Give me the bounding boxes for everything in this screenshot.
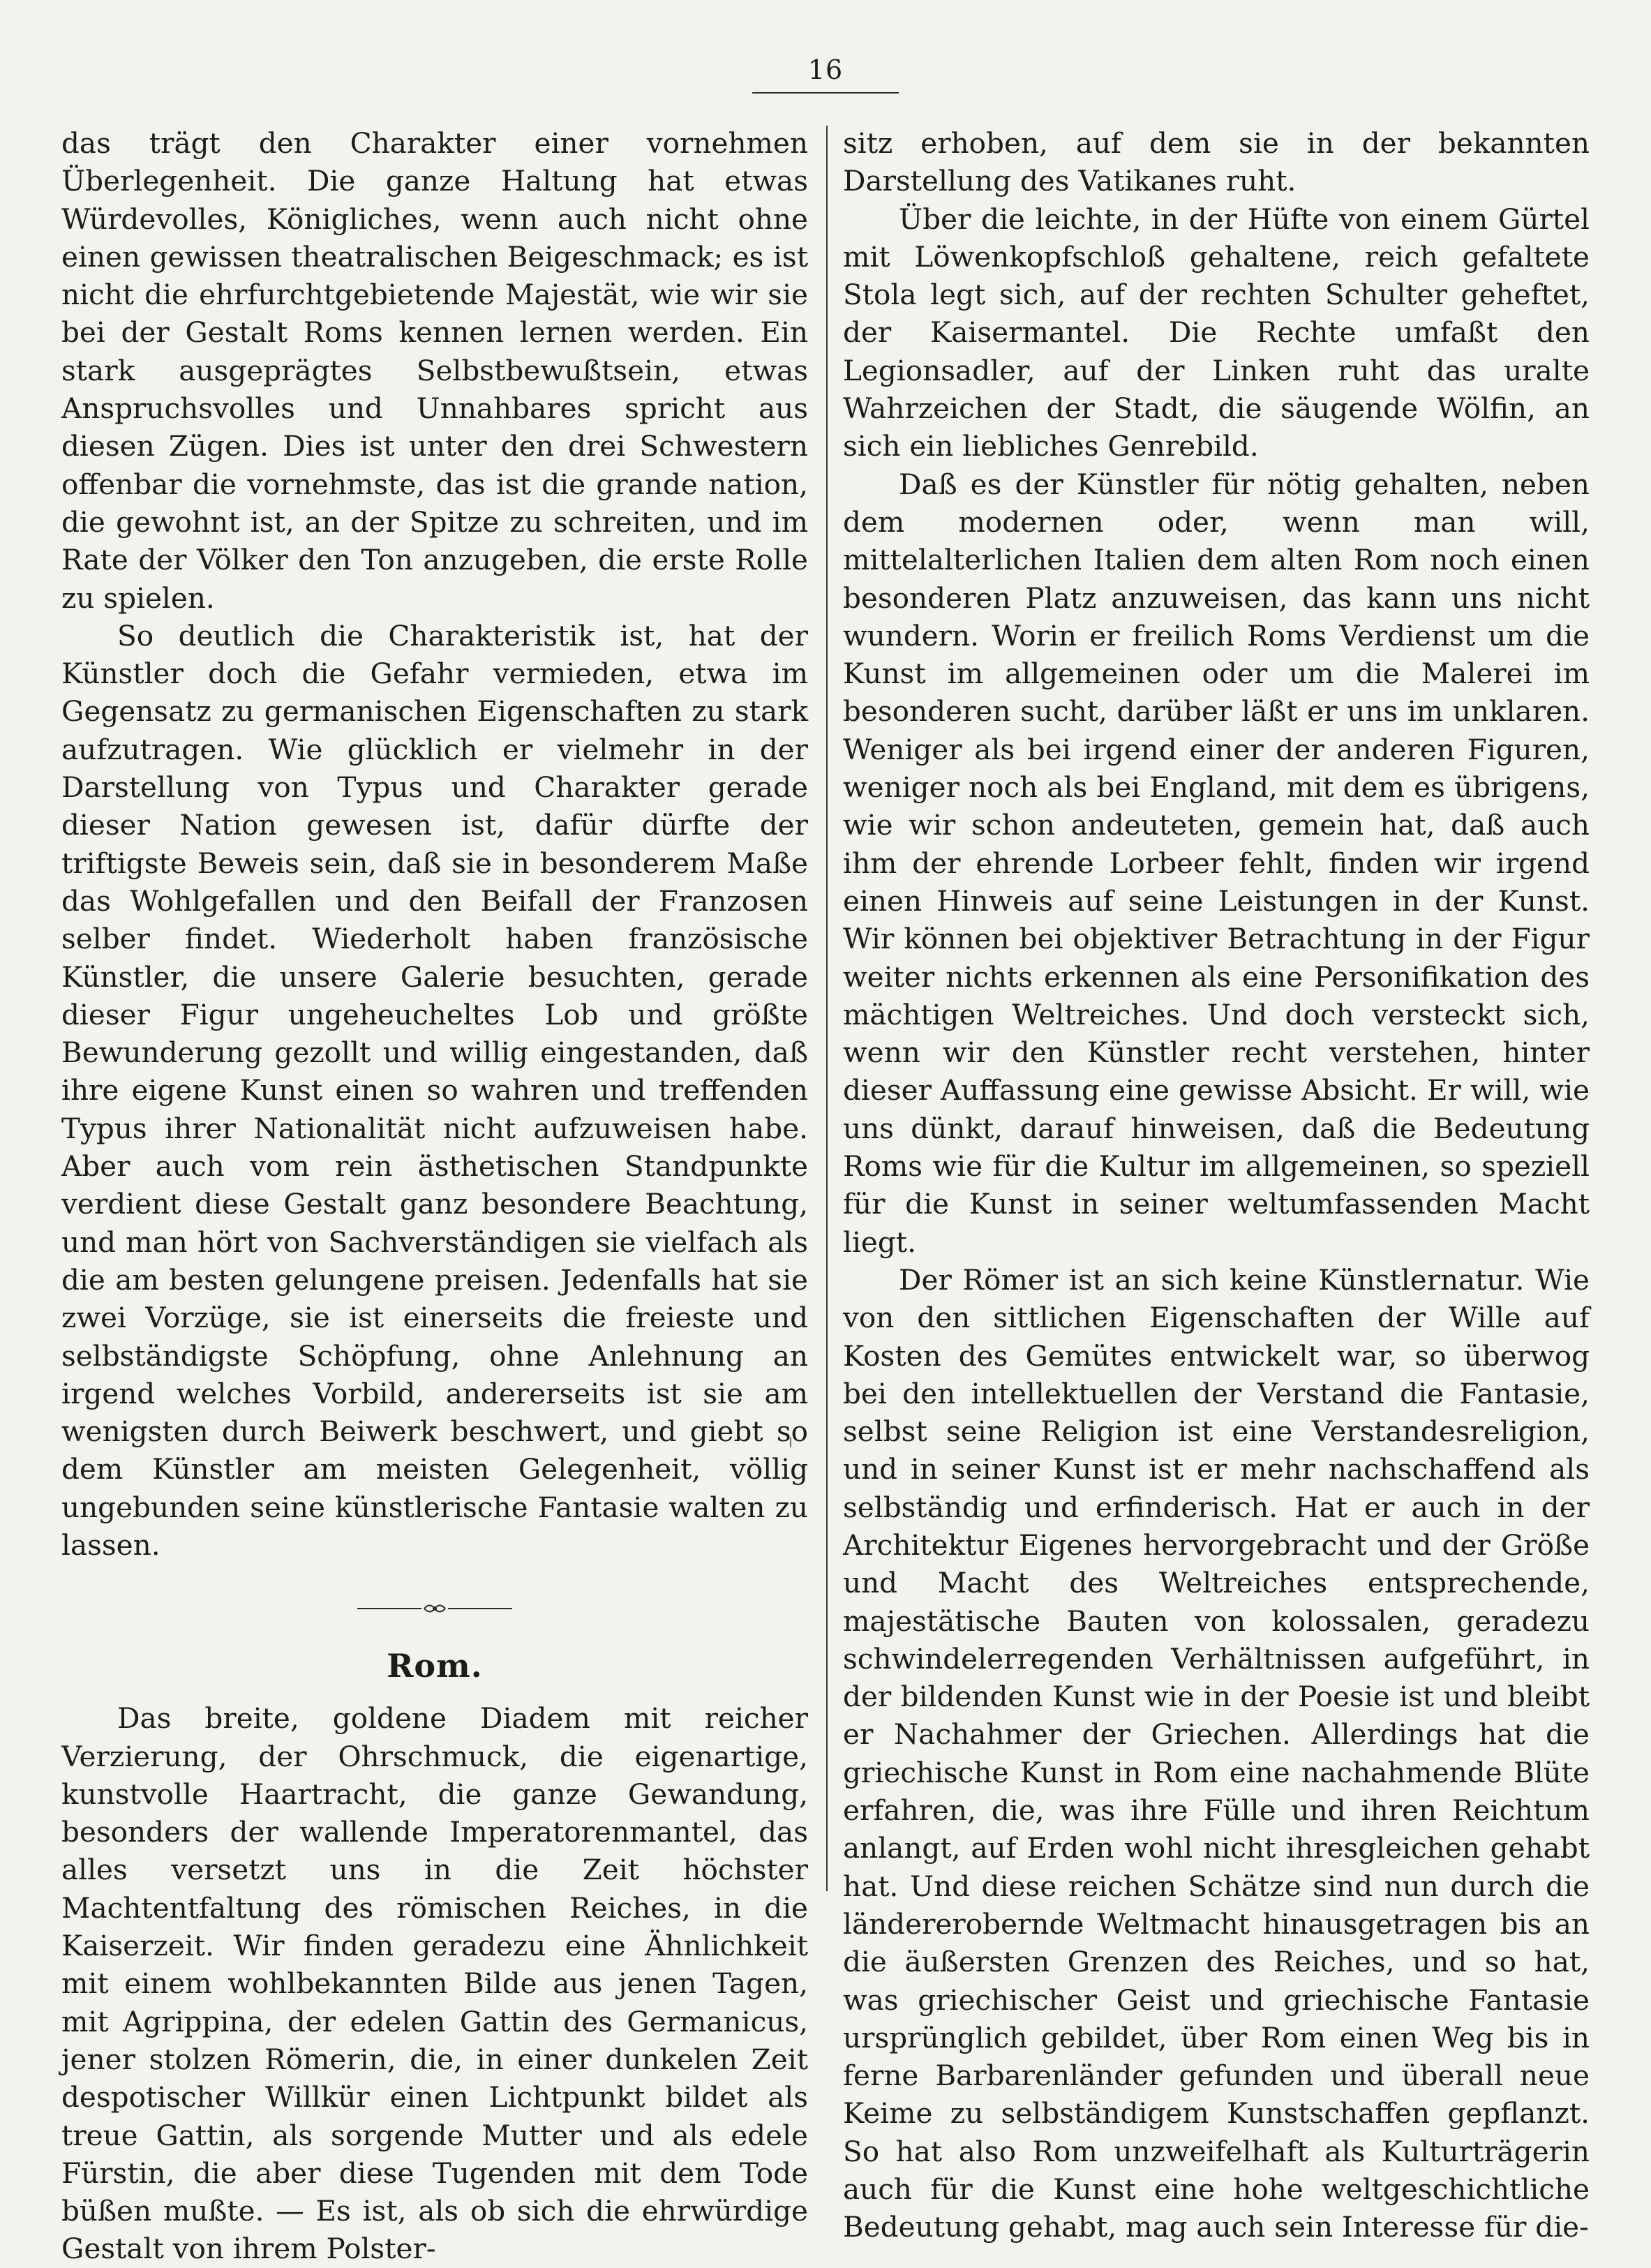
column-divider (826, 126, 828, 1891)
ornament-divider-icon (354, 1600, 515, 1617)
paragraph-roemer: Der Römer ist an sich keine Künstlernatur. Wie von den sittlichen Eigenschaften der Wille auf Kosten des Gemütes entwickelt war, so überwog bei den intellektuellen der Verstand die Fantasie, selbst seine Religion ist eine Verstandesreligion, und in seiner Kunst ist er mehr nachschaffend als selbständig und erfinderisch. Hat er auch in der Architektur Eigenes hervorgebracht und der Größe und Macht des Weltreiches entsprechende, majestätische Bauten von kolossalen, geradezu schwindelerregenden Verhältnissen aufgeführt, in der bildenden Kunst wie in der Poesie ist und bleibt er Nachahmer der Griechen. Allerdings hat die griechische Kunst in Rom eine nachahmende Blüte erfahren, die, was ihre Fülle und ihren Reichtum anlangt, auf Erden wohl nicht ihresgleichen gehabt hat. Und diese reichen Schätze sind nun durch die ländererobernde Weltmacht hinausgetragen bis an die äußersten Grenzen des Reiches, und so hat, was griechischer Geist und griechische Fantasie ursprünglich gebildet, über Rom einen Weg bis in ferne Barbarenländer gefunden und überall neue Keime zu selbständigem Kunstschaffen gepflanzt. So hat also Rom unzweifelhaft als Kulturträgerin auch für die Kunst eine hohe weltgeschichtliche Bedeutung gehabt, mag auch sein Interesse für die- (843, 1262, 1590, 2244)
header-rule (752, 92, 899, 94)
section-ornament (61, 1578, 808, 1639)
paragraph-altes-rom: Daß es der Künstler für nötig gehalten, neben dem modernen oder, wenn man will, mittelalterlichen Italien dem alten Rom noch einen besonderen Platz anzuweisen, das kann uns nicht wundern. Worin er freilich Roms Verdienst um die Kunst im allgemeinen oder um die Malerei im besonderen sucht, darüber läßt er uns im unklaren. Weniger als bei irgend einer der anderen Figuren, weniger noch als bei England, mit dem es übrigens, wie wir schon andeuteten, gemein hat, daß auch ihm der ehrende Lorbeer fehlt, finden wir irgend einen Hinweis auf seine Leistungen in der Kunst. Wir können bei objektiver Betrachtung in der Figur weiter nichts erkennen als eine Personifikation des mächtigen Weltreiches. Und doch versteckt sich, wenn wir den Künstler recht verstehen, hinter dieser Auffassung eine gewisse Absicht. Er will, wie uns dünkt, darauf hinweisen, daß die Bedeutung Roms wie für die Kultur im allgemeinen, so speziell für die Kunst in seiner weltumfassenden Macht liegt. (843, 467, 1590, 1259)
paragraph-stola: Über die leichte, in der Hüfte von einem Gürtel mit Löwenkopfschloß gehaltene, reich gefaltete Stola legt sich, auf der rechten Schulter geheftet, der Kaisermantel. Die Rechte umfaßt den Legionsadler, auf der Linken ruht das uralte Wahrzeichen der Stadt, die säugende Wölfin, an sich ein liebliches Genrebild. (843, 202, 1590, 463)
paragraph-polstersitz: sitz erhoben, auf dem sie in der bekannten Darstellung des Vatikanes ruht. (843, 126, 1590, 198)
page-number: 16 (807, 54, 844, 85)
section-title-rom: Rom. (387, 1647, 483, 1685)
right-column (843, 124, 1590, 2246)
left-column (61, 124, 808, 2268)
paragraph-france-continued: das trägt den Charakter einer vornehmen Überlegenheit. Die ganze Haltung hat etwas Würdevolles, Königliches, wenn auch nicht ohne einen gewissen theatralischen Beigeschmack; es ist nicht die ehrfurchtgebietende Majestät, wie wir sie bei der Gestalt Roms kennen lernen werden. Ein stark ausgeprägtes Selbstbewußtsein, etwas Anspruchsvolles und Unnahbares spricht aus diesen Zügen. Dies ist unter den drei Schwestern offenbar die vornehmste, das ist die grande nation, die gewohnt ist, an der Spitze zu schreiten, und im Rate der Völker den Ton anzugeben, die erste Rolle zu spielen. (61, 126, 808, 615)
paragraph-rom-intro: Das breite, goldene Diadem mit reicher Verzierung, der Ohrschmuck, die eigenartige, kunstvolle Haartracht, die ganze Gewandung, besonders der wallende Imperatorenmantel, das alles versetzt uns in die Zeit höchster Machtentfaltung des römischen Reiches, in die Kaiserzeit. Wir finden geradezu eine Ähnlichkeit mit einem wohlbekannten Bilde aus jenen Tagen, mit Agrippina, der edelen Gattin des Germanicus, jener stolzen Römerin, die, in einer dunkelen Zeit despotischer Willkür einen Lichtpunkt bildet als treue Gattin, als sorgende Mutter und als edele Fürstin, die aber diese Tugenden mit dem Tode büßen mußte. — Es ist, als ob sich die ehrwürdige Gestalt von ihrem Polster- (61, 1701, 808, 2266)
paragraph-characteristic: So deutlich die Charakteristik ist, hat der Künstler doch die Gefahr vermieden, etwa im Gegensatz zu germanischen Eigenschaften zu stark aufzutragen. Wie glücklich er vielmehr in der Darstellung von Typus und Charakter gerade dieser Nation gewesen ist, dafür dürfte der triftigste Beweis sein, daß sie in besonderem Maße das Wohlgefallen und den Beifall der Franzosen selber findet. Wiederholt haben französische Künstler, die unsere Galerie besuchten, gerade dieser Figur ungeheucheltes Lob und größte Bewunderung gezollt und willig eingestanden, daß ihre eigene Kunst einen so wahren und treffenden Typus ihrer Nationalität nicht aufzuweisen habe. Aber auch vom rein ästhetischen Standpunkte verdient diese Gestalt ganz besondere Beachtung, und man hört von Sachverständigen sie vielfach als die am besten gelungene preisen. Jedenfalls hat sie zwei Vorzüge, sie ist einerseits die freieste und selbständigste Schöpfung, ohne Anlehnung an irgend welches Vorbild, andererseits ist sie am wenigsten durch Beiwerk beschwert, und giebt so dem Künstler am meisten Gelegenheit, völlig ungebunden seine künstlerische Fantasie walten zu lassen. (61, 618, 808, 1562)
